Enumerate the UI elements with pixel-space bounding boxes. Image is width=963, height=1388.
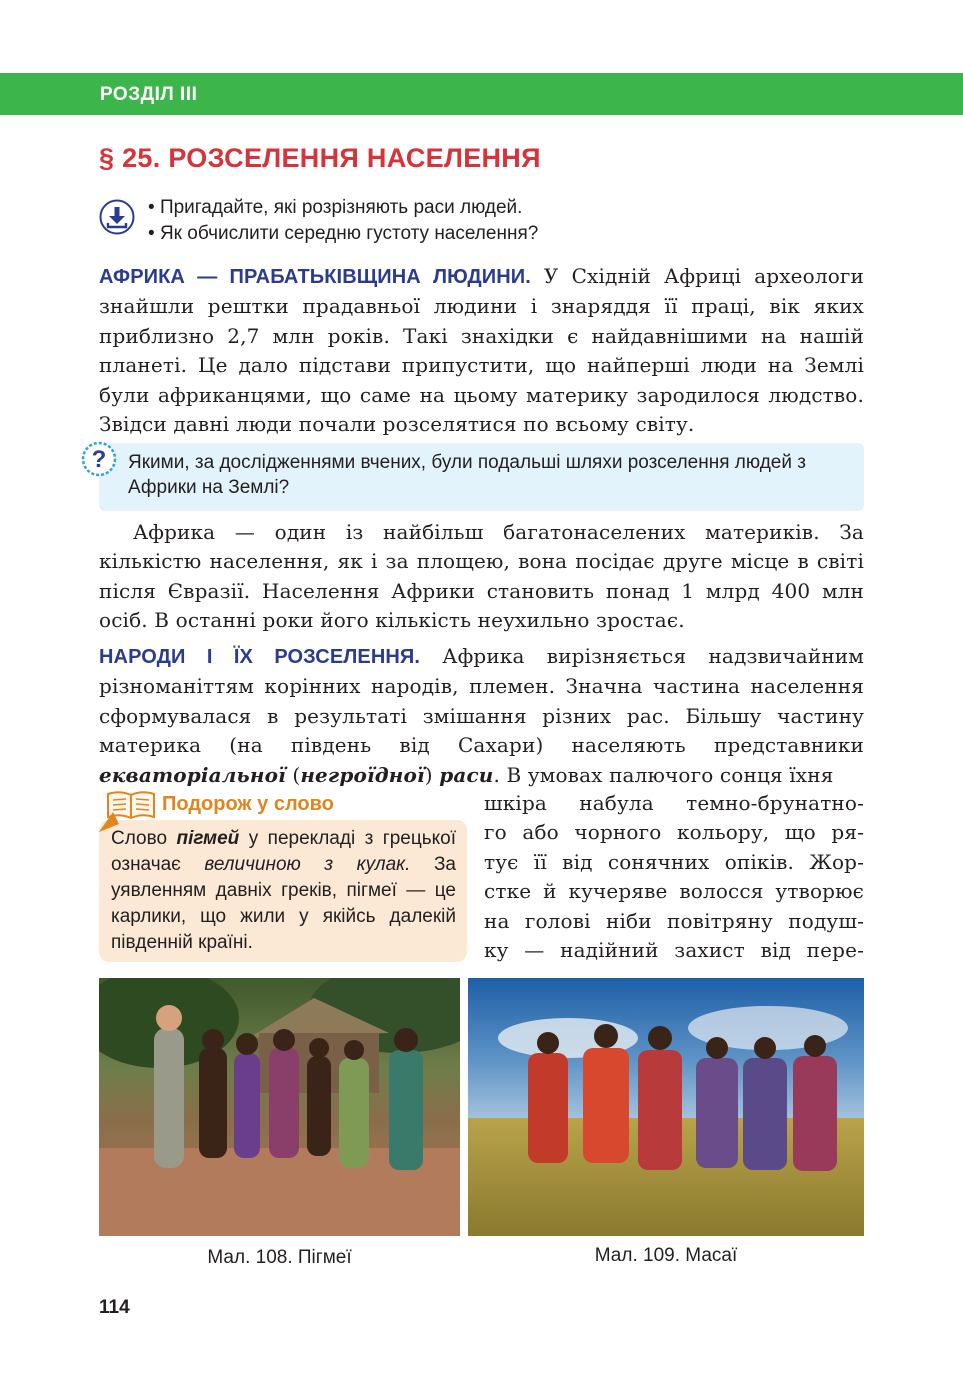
recall-list	[148, 195, 538, 247]
paragraph-population: Африка — один із найбільш багатонаселених материків. За кількістю населення, як і за площею, вона посідає друге місце в світі після Євразії. Населення Африки становить понад 1 млрд 400 млн осіб. В останні роки його кількість неухильно зростає.	[99, 520, 864, 633]
paragraph-text: . В умовах палючого сонця їхня	[493, 762, 834, 787]
word-trip-title: Подорож у слово	[162, 793, 334, 815]
photo-pygmies	[99, 978, 460, 1236]
recall-item: • Як обчислити середню густоту населення?	[148, 221, 538, 247]
recall-item: • Пригадайте, які розрізняють раси людей.	[148, 195, 538, 221]
paragraph-africa-origin	[99, 262, 864, 439]
figure-caption: Мал. 109. Масаї	[594, 1245, 738, 1266]
word-trip-header	[100, 788, 470, 822]
svg-text:?: ?	[91, 446, 107, 473]
page-number: 114	[99, 1297, 130, 1318]
section-label: РОЗДІЛ ІІІ	[100, 84, 198, 105]
side-line: ку — надійний захист від пере-	[484, 938, 864, 963]
figure-caption: Мал. 108. Пігмеї	[207, 1247, 352, 1268]
question-icon	[81, 441, 117, 477]
side-line: го або чорного кольору, що ря-	[484, 820, 864, 845]
term-race: раси	[439, 762, 494, 787]
section-bar	[0, 73, 963, 115]
paragraph-peoples	[99, 642, 864, 790]
paragraph-text: (	[285, 762, 301, 787]
side-line: тує її від сонячних опіків. Жор-	[484, 849, 864, 874]
side-column-text	[484, 789, 864, 965]
paragraph-text: У Східній Африці археологи знайшли рештки прадавньої людини і знаряддя її праці, вік яких приблизно 2,7 млн років. Такі знахідки є найдавнішими на нашій планеті. Це дало підстави припустити, що найперші люди на Землі були африканцями, що саме на цьому материку зародилося людство. Звідси давні люди почали розселятися по всьому світу.	[99, 264, 864, 437]
subheading-africa: АФРИКА — ПРАБАТЬКІВЩИНА ЛЮДИНИ.	[99, 266, 531, 288]
word-text-part: Слово	[111, 828, 177, 849]
question-text: Якими, за дослідженнями вчених, були подальші шляхи розселення людей з Африки на Землі?	[128, 452, 806, 498]
photo-masai	[468, 978, 864, 1236]
term-negroid: негроїдної	[300, 762, 425, 787]
term-pygmy: пігмей	[176, 828, 240, 849]
word-text-part: За уявленням давніх греків, пігмеї — це карлики, що жили у якійсь далекій південній країні.	[111, 854, 456, 953]
term-equatorial: екваторіальної	[99, 762, 286, 787]
subheading-peoples: НАРОДИ І ЇХ РОЗСЕЛЕННЯ.	[99, 646, 421, 668]
side-line: стке й кучеряве волосся утворює	[484, 879, 864, 904]
paragraph-text: Африка вирізняється надзвичайним різноманіттям корінних народів, племен. Значна частина населення сформувалася в результаті змішання різних рас. Більшу частину материка (на південь від Сахари) населяють представники	[99, 644, 864, 758]
download-icon	[99, 199, 135, 235]
word-trip-text	[111, 826, 456, 956]
word-text-part: у перекладі з грецької означає	[111, 828, 456, 875]
side-line: шкіра набула темно-брунатно-	[484, 791, 864, 815]
paragraph-text: )	[424, 762, 440, 787]
word-trip-italic: величиною з кулак.	[204, 854, 411, 875]
side-line: на голові ніби повітряну подуш-	[484, 908, 864, 933]
page-title: § 25. РОЗСЕЛЕННЯ НАСЕЛЕННЯ	[99, 143, 541, 173]
